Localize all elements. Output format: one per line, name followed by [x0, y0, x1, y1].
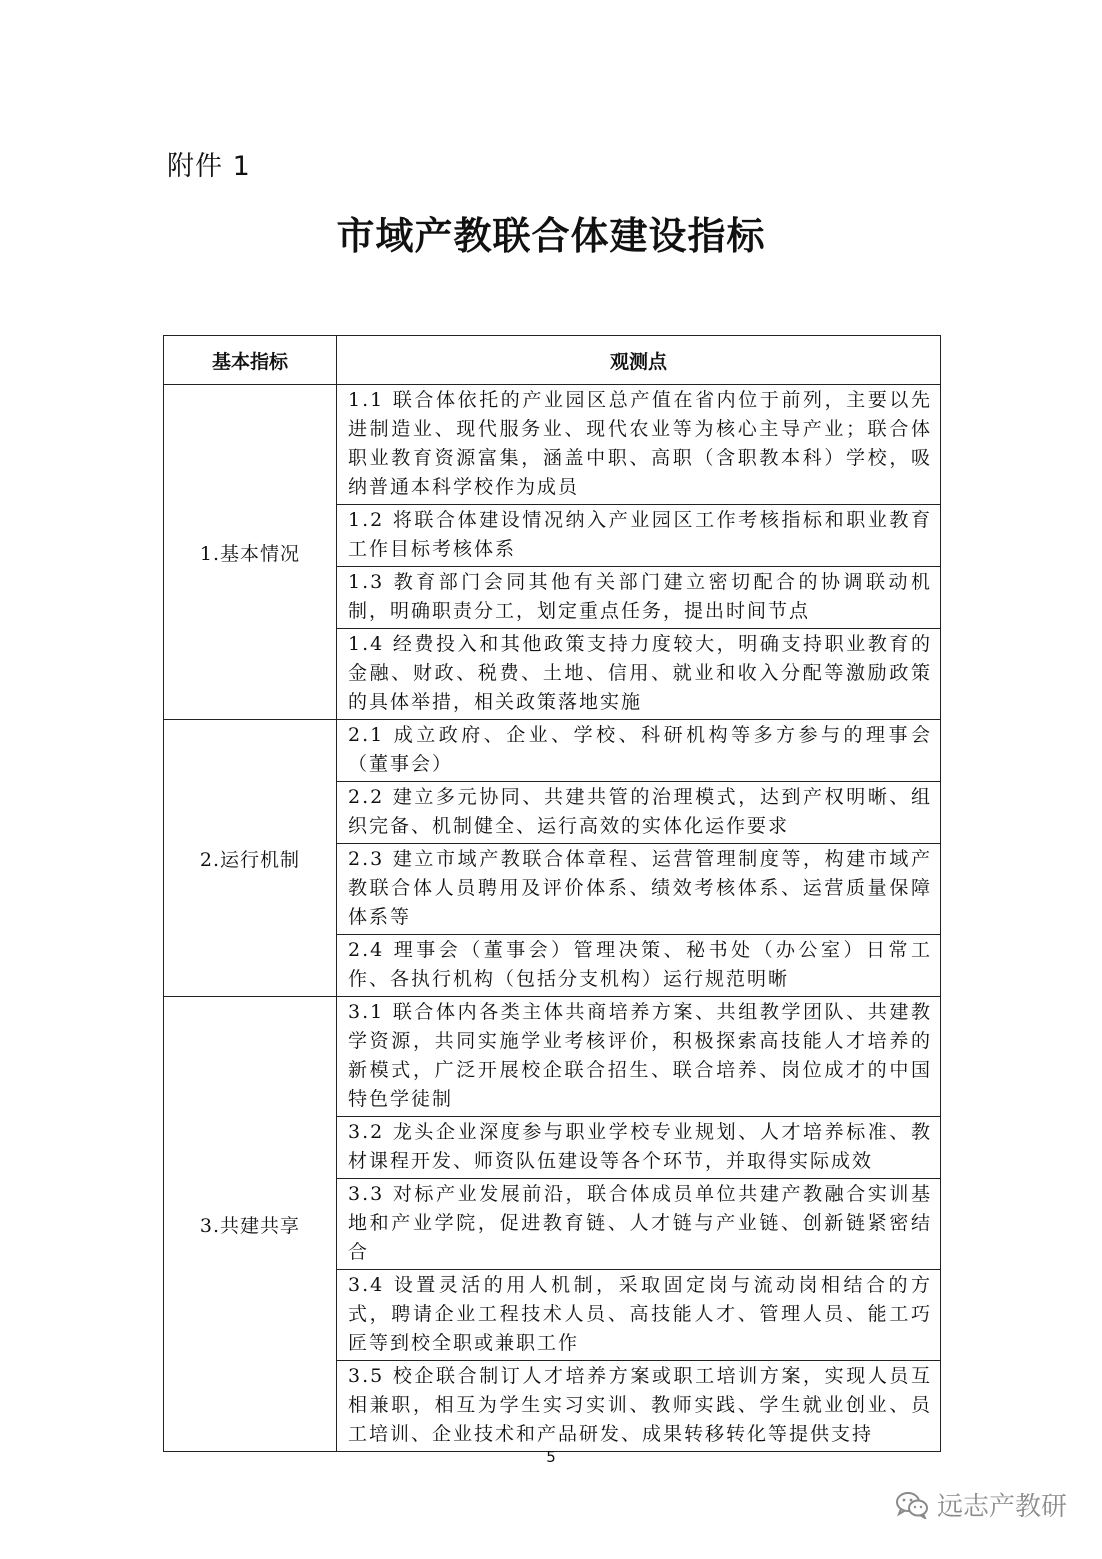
header-observation-point: 观测点 — [337, 336, 941, 385]
table-row — [164, 720, 941, 782]
point-cell: 1.1 联合体依托的产业园区总产值在省内位于前列，主要以先进制造业、现代服务业、现代农业等为核心主导产业；联合体职业教育资源富集，涵盖中职、高职（含职教本科）学校，吸纳普通本科学校作为成员 — [337, 385, 941, 505]
point-cell: 2.4 理事会（董事会）管理决策、秘书处（办公室）日常工作、各执行机构（包括分支机构）运行规范明晰 — [337, 935, 941, 997]
point-cell: 3.5 校企联合制订人才培养方案或职工培训方案，实现人员互相兼职，相互为学生实习实训、教师实践、学生就业创业、员工培训、企业技术和产品研发、成果转移转化等提供支持 — [337, 1361, 941, 1452]
point-cell: 1.3 教育部门会同其他有关部门建立密切配合的协调联动机制，明确职责分工，划定重点任务，提出时间节点 — [337, 567, 941, 629]
category-cell-basic: 1.基本情况 — [164, 385, 337, 720]
point-cell: 2.2 建立多元协同、共建共管的治理模式，达到产权明晰、组织完备、机制健全、运行高效的实体化运作要求 — [337, 782, 941, 844]
page-number: 5 — [546, 1448, 556, 1466]
attachment-label: 附件 1 — [167, 151, 251, 182]
point-cell: 3.2 龙头企业深度参与职业学校专业规划、人才培养标准、教材课程开发、师资队伍建设等各个环节，并取得实际成效 — [337, 1117, 941, 1179]
table-row — [164, 997, 941, 1117]
watermark-text: 远志产教研 — [937, 1492, 1068, 1522]
document-title: 市域产教联合体建设指标 — [336, 213, 766, 258]
point-cell: 2.3 建立市域产教联合体章程、运营管理制度等，构建市域产教联合体人员聘用及评价体系、绩效考核体系、运营质量保障体系等 — [337, 844, 941, 935]
watermark — [895, 1486, 1067, 1523]
wechat-icon — [895, 1491, 929, 1519]
category-cell-mechanism: 2.运行机制 — [164, 720, 337, 997]
point-cell: 3.4 设置灵活的用人机制，采取固定岗与流动岗相结合的方式，聘请企业工程技术人员、高技能人才、管理人员、能工巧匠等到校全职或兼职工作 — [337, 1270, 941, 1361]
header-basic-indicator: 基本指标 — [164, 336, 337, 385]
point-cell: 3.1 联合体内各类主体共商培养方案、共组教学团队、共建教学资源，共同实施学业考核评价，积极探索高技能人才培养的新模式，广泛开展校企联合招生、联合培养、岗位成才的中国特色学徒制 — [337, 997, 941, 1117]
point-cell: 1.2 将联合体建设情况纳入产业园区工作考核指标和职业教育工作目标考核体系 — [337, 505, 941, 567]
indicator-table — [163, 335, 941, 1452]
point-cell: 2.1 成立政府、企业、学校、科研机构等多方参与的理事会（董事会） — [337, 720, 941, 782]
point-cell: 1.4 经费投入和其他政策支持力度较大，明确支持职业教育的金融、财政、税费、土地、信用、就业和收入分配等激励政策的具体举措，相关政策落地实施 — [337, 629, 941, 720]
table-row — [164, 385, 941, 505]
point-cell: 3.3 对标产业发展前沿，联合体成员单位共建产教融合实训基地和产业学院，促进教育链、人才链与产业链、创新链紧密结合 — [337, 1179, 941, 1270]
category-cell-sharing: 3.共建共享 — [164, 997, 337, 1452]
table-header-row — [164, 336, 941, 385]
